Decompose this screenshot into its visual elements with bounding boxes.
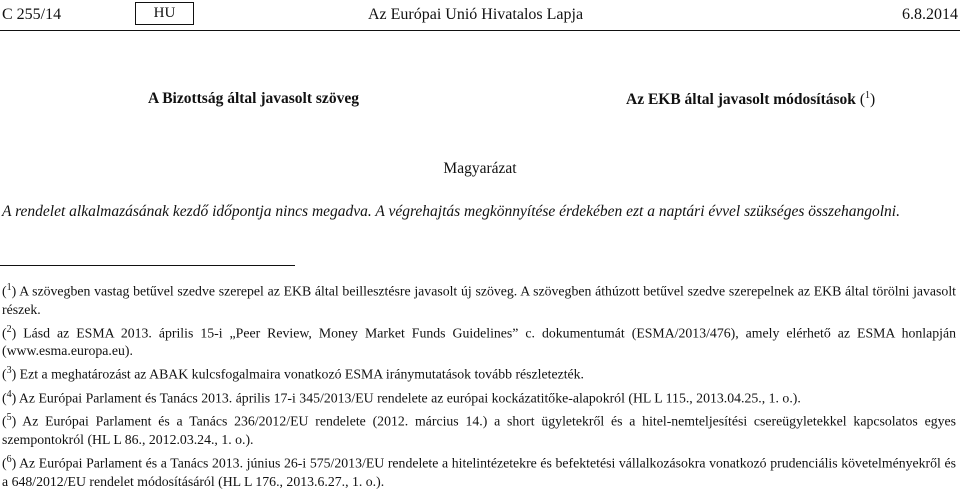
- footnote-text: A szövegben vastag betűvel szedve szerepel az EKB által beillesztésre javasolt új szöveg. A szövegben áthúzott betűvel szedve szerepelnek az EKB által törölni javasolt részek.: [2, 283, 956, 317]
- publication-date: 6.8.2014: [902, 6, 958, 23]
- footnote: ($^6$) Az Európai Parlament és a Tanács 2013. június 26-i 575/2013/EU rendelete a hitelintézetekre és befektetési vállalkozásokra vonatkozó prudenciális követelményekről és a 648/2012/EU rendelet módosításáról (HL L 176., 2013.6.27., 1. o.).: [2, 453, 956, 489]
- footnote-number: 5: [6, 412, 12, 424]
- footnote: ($^2$) Lásd az ESMA 2013. április 15-i „Peer Review, Money Market Funds Guidelines” c. dokumentumát (ESMA/2013/476), amely elérhető az ESMA honlapján (www.esma.europa.eu).: [2, 323, 956, 359]
- page-header: [0, 2, 960, 30]
- footnote-number: 1: [6, 282, 12, 293]
- footnote-text: Lásd az ESMA 2013. április 15-i „Peer Review, Money Market Funds Guidelines” c. dokumentumát (ESMA/2013/476), amely elérhető az ESMA honlapján (www.esma.europa.eu).: [2, 325, 956, 359]
- journal-title: Az Európai Unió Hivatalos Lapja: [368, 6, 584, 23]
- footnote: ($^1$) A szövegben vastag betűvel szedve szerepel az EKB által beillesztésre javasolt új szöveg. A szövegben áthúzott betűvel szedve szerepelnek az EKB által törölni javasolt részek.: [2, 282, 956, 317]
- ecb-amendments-heading: Az EKB által javasolt módosítások ($^1$): [626, 90, 876, 109]
- footnote-text: Az Európai Parlament és Tanács 2013. április 17-i 345/2013/EU rendelete az európai kockázatitőke-alapokról (HL L 115., 2013.04.25., 1. o.).: [18, 390, 801, 406]
- column-headings: [0, 90, 960, 114]
- footnote-divider: [0, 265, 295, 266]
- footnote-number: 3: [6, 365, 12, 377]
- footnote-ref[interactable]: 1: [864, 90, 870, 101]
- footnote-number: 4: [6, 388, 12, 400]
- commission-text-heading: A Bizottság által javasolt szöveg: [148, 90, 359, 107]
- footnote-text: Az Európai Parlament és a Tanács 236/2012/EU rendelete (2012. március 14.) a short ügyletekről és a hitel-nemteljesítési csereügyletekkel kapcsolatos egyes szempontokról (HL L 86., 2012.03.24., 1. o.).: [2, 413, 956, 447]
- footnote: ($^5$) Az Európai Parlament és a Tanács 236/2012/EU rendelete (2012. március 14.) a short ügyletekről és a hitel-nemteljesítési csereügyletekkel kapcsolatos egyes szempontokról (HL L 86., 2012.03.24., 1. o.).: [2, 412, 956, 447]
- header-divider: [0, 30, 960, 31]
- footnote-text: Az Európai Parlament és a Tanács 2013. június 26-i 575/2013/EU rendelete a hitelintézetekre és befektetési vállalkozásokra vonatkozó prudenciális követelményekről és a 648/2012/EU rendelet módosításáról (HL L 176., 2013.6.27., 1. o.).: [2, 455, 956, 489]
- journal-code: C 255/14: [2, 6, 62, 23]
- footnote: ($^3$) Ezt a meghatározást az ABAK kulcsfogalmaira vonatkozó ESMA iránymutatások tovább részletezték.: [2, 365, 584, 382]
- footnotes: [2, 279, 956, 493]
- footnote: ($^4$) Az Európai Parlament és Tanács 2013. április 17-i 345/2013/EU rendelete az európai kockázatitőke-alapokról (HL L 115., 2013.04.25., 1. o.).: [2, 388, 801, 406]
- explanation-heading: Magyarázat: [443, 160, 517, 177]
- explanation-text: A rendelet alkalmazásának kezdő időpontja nincs megadva. A végrehajtás megkönnyítése érdekében ezt a naptári évvel szükséges összehangolni.: [2, 203, 900, 220]
- ecb-amendments-label: Az EKB által javasolt módosítások: [626, 91, 856, 109]
- footnote-number: 6: [6, 453, 12, 465]
- footnote-text: Ezt a meghatározást az ABAK kulcsfogalmaira vonatkozó ESMA iránymutatások tovább részletezték.: [19, 366, 584, 382]
- footnote-number: 2: [6, 323, 12, 335]
- language-badge: HU: [135, 2, 194, 25]
